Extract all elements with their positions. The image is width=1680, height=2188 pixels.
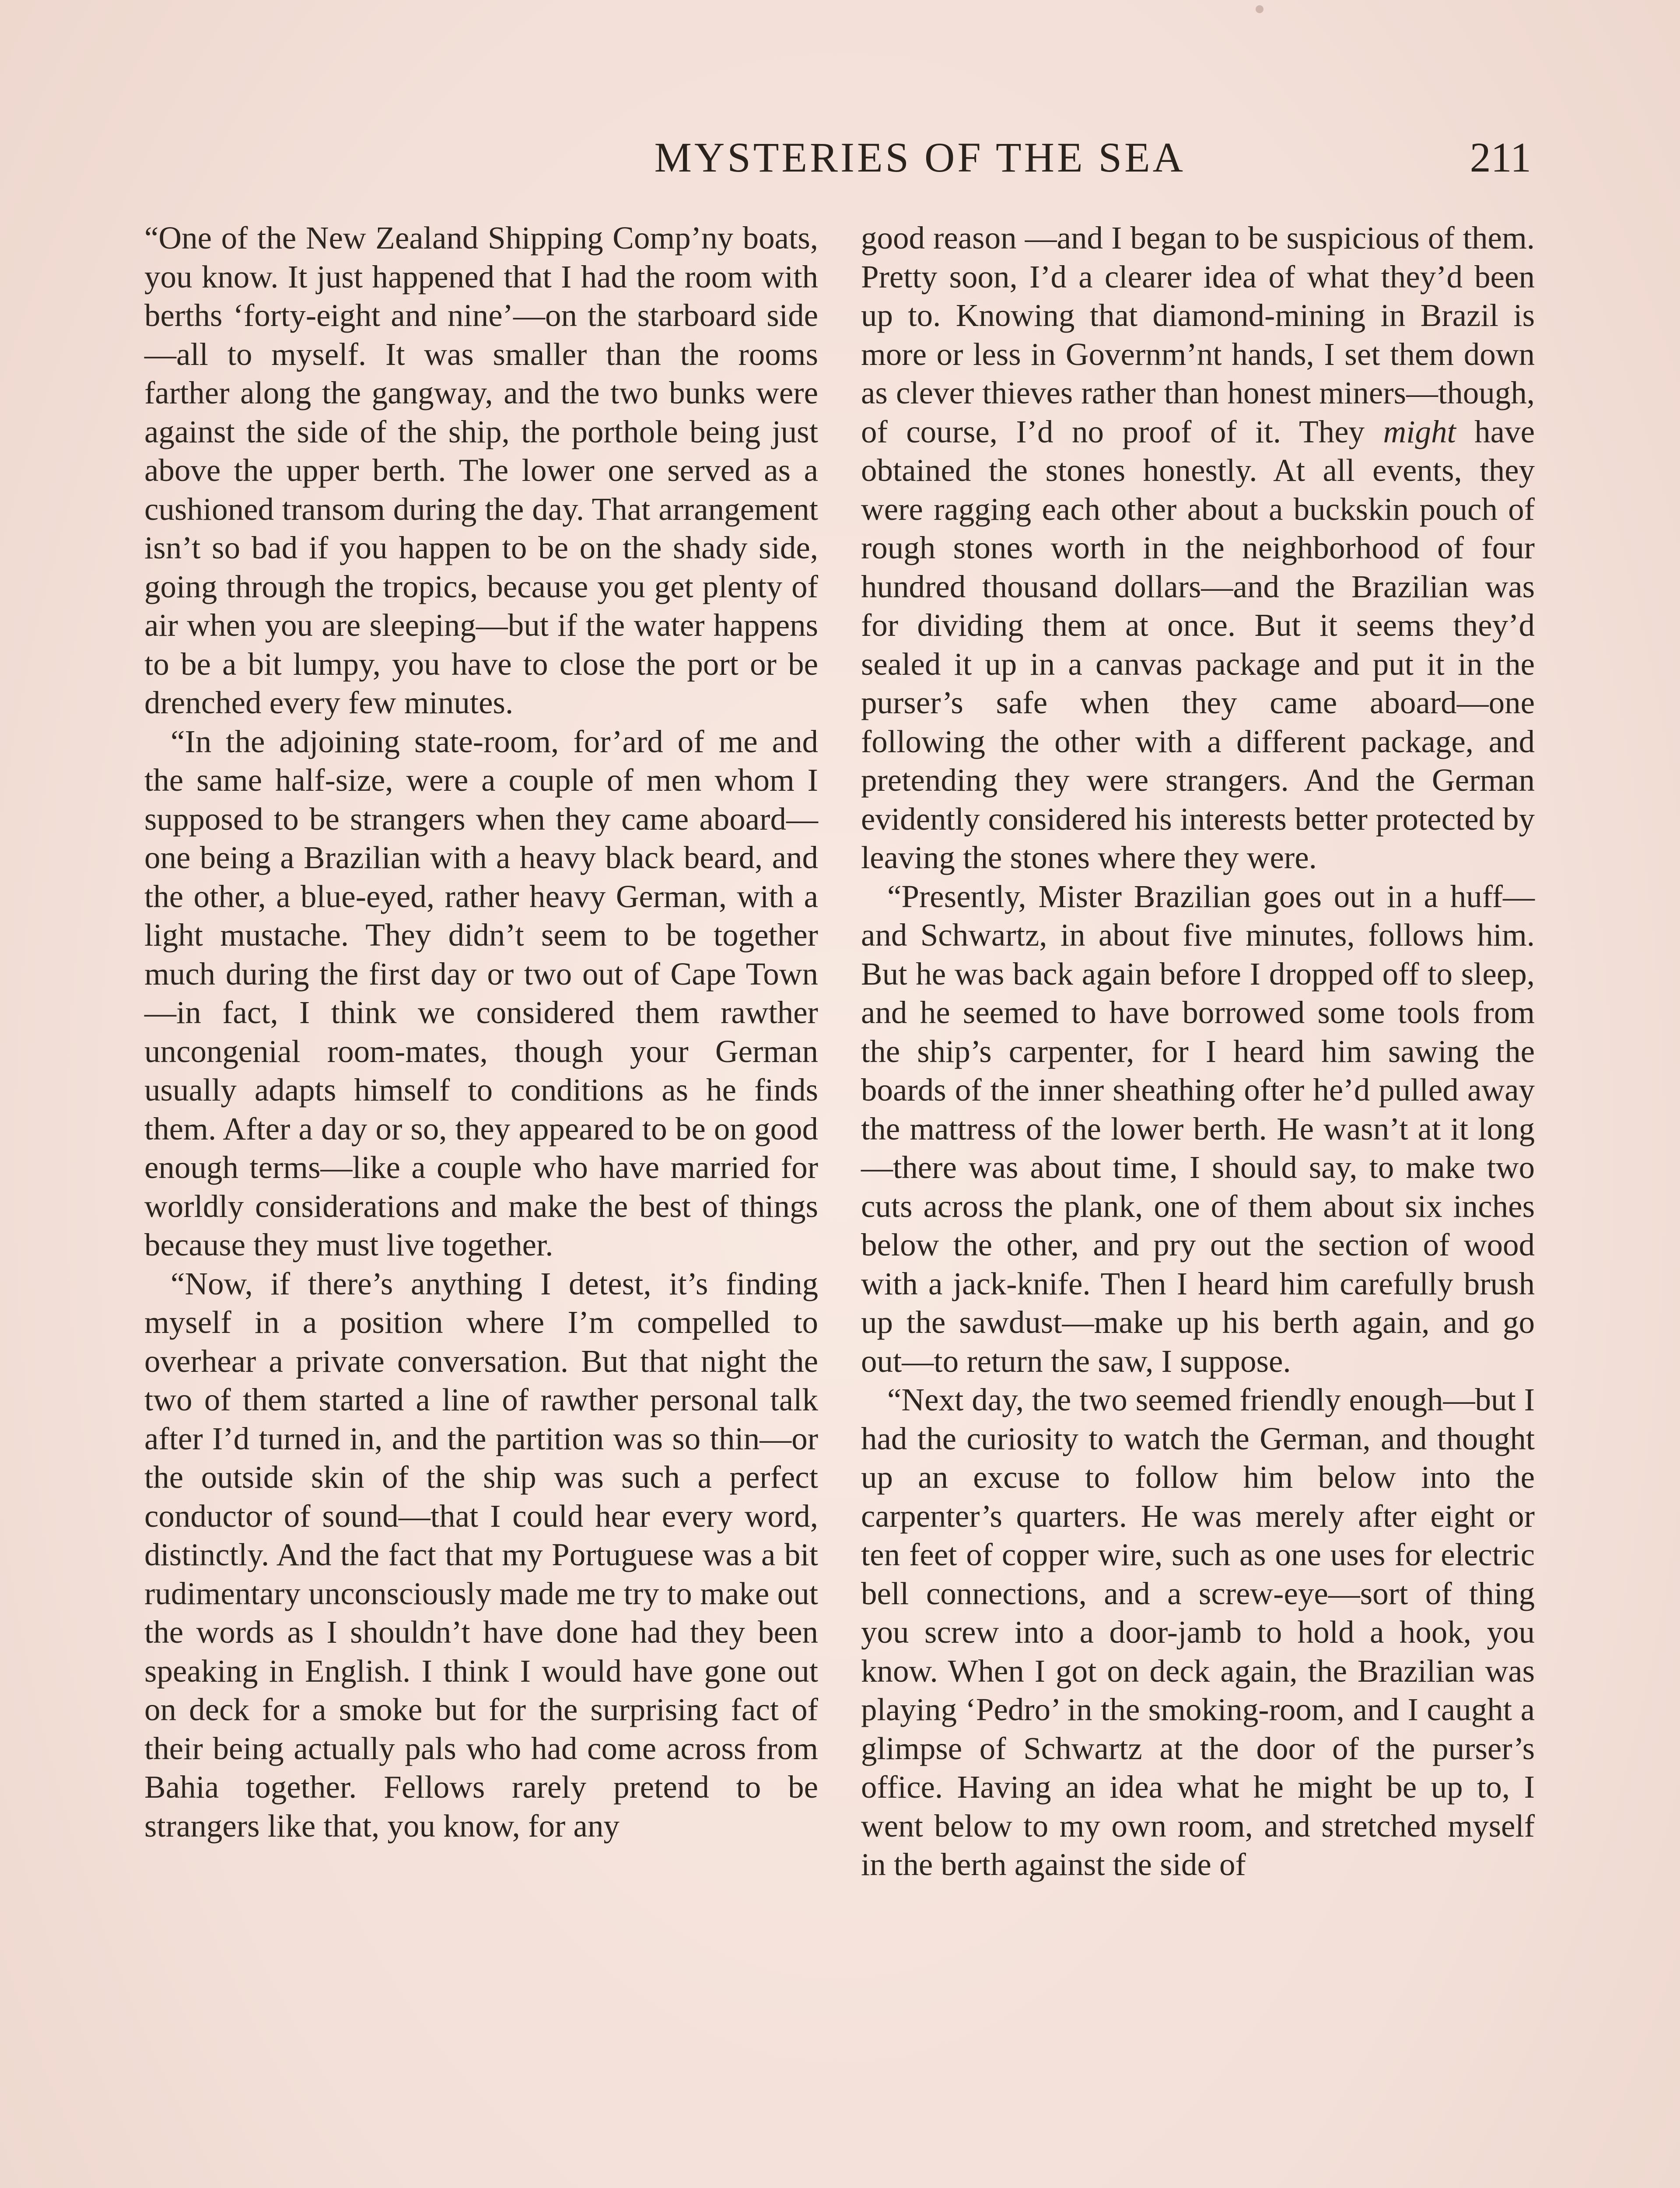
paragraph-text: good reason —and I began to be suspicious of them. Pretty soon, I’d a clearer idea of what they’d been up to. Knowing that diamond-mining in Brazil is more or less in Governm’nt hands, I set them down as clever thieves rather than honest miners—though, of course, I’d no proof of it. They [861,220,1535,449]
paragraph: “Presently, Mister Brazilian goes out in a huff—and Schwartz, in about five minutes, follows him. But he was back again before I dropped off to sleep, and he seemed to have borrowed some tools from the ship’s carpenter, for I heard him sawing the boards of the inner sheathing ofter he’d pulled away the mattress of the lower berth. He wasn’t at it long—there was about time, I should say, to make two cuts across the plank, one of them about six inches below the other, and pry out the section of wood with a jack-knife. Then I heard him carefully brush up the sawdust—make up his berth again, and go out—to return the saw, I suppose. [861,878,1535,1379]
italic-word: might [1383,414,1456,449]
page-number: 211 [1470,134,1531,181]
page-header [144,131,1544,184]
right-column [861,219,1535,1884]
paragraph: “Next day, the two seemed friendly enough—but I had the curiosity to watch the German, and thought up an excuse to follow him below into the carpenter’s quarters. He was merely after eight or ten feet of copper wire, such as one uses for electric bell connections, and a screw-eye—sort of thing you screw into a door-jamb to hold a hook, you know. When I got on deck again, the Brazilian was playing ‘Pedro’ in the smoking-room, and I caught a glimpse of Schwartz at the door of the purser’s office. Having an idea what he might be up to, I went below to my own room, and stretched myself in the berth against the side of [861,1382,1535,1882]
paragraph-text: have obtained the stones honestly. At all events, they were ragging each other about a buckskin pouch of rough stones worth in the neighborhood of four hundred thousand dollars—and the Brazilian was for dividing them at once. But it seems they’d sealed it up in a canvas package and put it in the purser’s safe when they came aboard—one following the other with a different package, and pretending they were strangers. And the German evidently considered his interests better protected by leaving the stones where they were. [861,414,1535,875]
left-column [144,219,818,1845]
paragraph: “Now, if there’s anything I detest, it’s finding myself in a position where I’m compelled to overhear a private conversation. But that night the two of them started a line of rawther personal talk after I’d turned in, and the partition was so thin—or the outside skin of the ship was such a perfect conductor of sound—that I could hear every word, distinctly. And the fact that my Portuguese was a bit rudimentary unconsciously made me try to make out the words as I shouldn’t have done had they been speaking in English. I think I would have gone out on deck for a smoke but for the surprising fact of their being actually pals who had come across from Bahia together. Fellows rarely pretend to be strangers like that, you know, for any [144,1266,818,1844]
paper-speck [1256,5,1264,13]
running-head: MYSTERIES OF THE SEA [654,134,1186,181]
paragraph: “One of the New Zealand Shipping Comp’ny boats, you know. It just happened that I had the room with berths ‘forty-eight and nine’—on the starboard side—all to myself. It was smaller than the rooms farther along the gangway, and the two bunks were against the side of the ship, the porthole being just above the upper berth. The lower one served as a cushioned transom during the day. That arrangement isn’t so bad if you happen to be on the shady side, going through the tropics, because you get plenty of air when you are sleeping—but if the water happens to be a bit lumpy, you have to close the port or be drenched every few minutes. [144,220,818,720]
paragraph: “In the adjoining state-room, for’ard of me and the same half-size, were a couple of men whom I supposed to be strangers when they came aboard—one being a Brazilian with a heavy black beard, and the other, a blue-eyed, rather heavy German, with a light mustache. They didn’t seem to be together much during the first day or two out of Cape Town—in fact, I think we considered them rawther uncongenial room-mates, though your German usually adapts himself to conditions as he finds them. After a day or so, they appeared to be on good enough terms—like a couple who have married for worldly considerations and make the best of things because they must live together. [144,723,818,1262]
paragraph [861,219,1535,877]
